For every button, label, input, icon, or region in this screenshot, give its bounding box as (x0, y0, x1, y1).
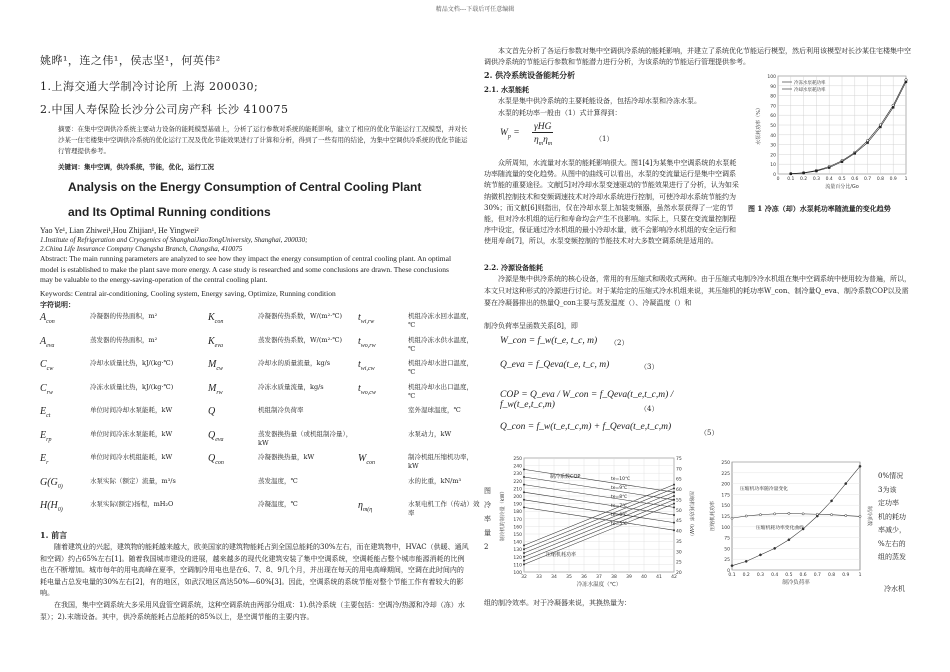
right-fragment-last: 冷水机 (884, 585, 905, 593)
symbol-2-2: $M_{cw}$ (208, 359, 224, 372)
data-point (673, 529, 675, 531)
data-point (673, 506, 675, 508)
x-axis-label: 制冷负荷率 (782, 580, 810, 586)
y-tick-label: 80 (770, 94, 776, 100)
x-tick-label: 0.9 (842, 573, 850, 578)
data-point (731, 565, 733, 567)
data-point (523, 491, 525, 493)
left-fragment-line: 图 (484, 487, 491, 495)
y2-tick-label: 70 (676, 467, 682, 473)
y-tick-label: 250 (721, 461, 730, 466)
section-1-paragraph-1: 随着建筑业的兴起，建筑物的能耗越来越大，欧美国家的建筑物能耗占到全国总能耗的30%左右，而在建筑物中，HVAC（供暖、通风和空调）约占65%左右[1]。随着我国城市建设的进展，越来越多的现代化建筑安装了集中空调系统，空调耗能占整个城市能源消耗的比例也在不断增加。城市每年的用电高峰在夏季，空调制冷用电也是在6、7、8、9几个月，并出现在每天的用电高峰期间，空调在此时间内的耗电量占总发电量的30%左右[2]，有的地区，如武汉地区高达50%—60%[3]。因此，空调系统的系统节能对整个节能工作有着较大的影响。 (40, 543, 469, 597)
equation-3: Q_eva = f_Qeva(t_e, t_c, m) (500, 360, 610, 370)
symbol-1-2: $K_{eva}$ (208, 335, 223, 349)
x-tick-label: 41 (656, 575, 662, 580)
symbol-0-2: $K_{con}$ (208, 312, 224, 325)
data-point (845, 514, 847, 516)
symbol-desc-6-3: 冷凝器换热量，kW (258, 453, 315, 461)
y-tick-label: 160 (513, 525, 522, 531)
section-2-1-p3: 众所周知，水流量对水泵的能耗影响很大。图1[4]为某集中空调系统的水泵耗功率随流量的变化趋势。从图中的曲线可以看出，水泵的变流量运行是集中空调系统节能的重要途径。文献[5]对冷却水泵变速驱动的节能效果进行了分析，认为如采纳微机控制技术和变频调速技术对冷却水系统进行控制，可使冷却水系统节能约为30%；而文献[6]则指出，仅在冷却水泵上加装变频器，虽然水泵获得了一定的节能，但对冷水机组的运行和寿命均会产生不良影响。实际上，只要在变流量控制程序中设定，保证通过冷水机组的最小冷却水量，就不会影响冷水机组的安全运行和使用寿命[7]，所以，水泵变频控制的节能技术对大多数空调系统是适用的。 (484, 159, 739, 246)
equation-2-number: （2） (610, 339, 629, 347)
figure-1-svg (752, 70, 912, 200)
symbol-desc-5-5: 水泵动力，kW (408, 429, 452, 438)
right-fragment-line: 0%情况 (878, 472, 904, 480)
abstract-en: Abstract: The main running parameters are analyzed to see how they impact the energy consumption of central cooling plant. An optimal model is established to make the plant save more energy. A case study is researched and some conclusions are drawn. These conclusions may be valuable to the energy-saving-operation of the central cooling plant. (40, 254, 452, 284)
data-point (759, 514, 761, 516)
y2-tick-label: 75 (676, 457, 682, 462)
symbol-desc-1-5: 机组冷冻水供水温度，℃ (408, 335, 473, 353)
annotation: te=7℃ (611, 504, 628, 509)
y2-axis-label: 制冷系数 (866, 505, 872, 527)
data-point (523, 548, 525, 550)
symbol-desc-1-1: 蒸发器的传热面积，m² (90, 335, 158, 344)
symbol-desc-2-5: 机组冷却水进口温度，℃ (408, 359, 473, 376)
symbol-desc-3-3: 冷冻水质量流量，kg/s (258, 382, 324, 391)
right-tail: 组的制冷效率。对于冷凝器来说，其换热量为： (484, 599, 631, 607)
y-tick-label: 250 (513, 457, 522, 462)
authors-en: Yao Ye¹, Lian Zhiwei¹,Hou Zhijian¹, He Yingwei² (40, 226, 199, 235)
symbol-desc-7-1: 水泵实际（额定）流量，m³/s (90, 476, 176, 485)
symbol-desc-4-3: 机组制冷负荷率 (258, 406, 304, 414)
y-tick-label: 230 (513, 472, 522, 478)
legend-label: 冷却水泵耗功率 (794, 88, 826, 93)
y-tick-label: 130 (513, 548, 522, 554)
x-tick-label: 40 (641, 575, 647, 580)
symbol-desc-3-5: 机组冷却水出口温度，℃ (408, 382, 473, 400)
x-tick-label: 0.4 (825, 177, 833, 182)
section-2-1-p2: 水泵的耗功率一般由（1）式计算得到： (498, 109, 622, 117)
symbol-desc-1-3: 蒸发器传热系数，W/(m²·℃) (258, 335, 343, 344)
symbol-desc-0-1: 冷凝器的传热面积，m² (90, 312, 158, 320)
symbol-2-4: $t_{wi,cw}$ (358, 359, 375, 372)
x-tick-label: 0.7 (813, 573, 821, 578)
annotation: 压缩机耗功率 (546, 552, 577, 558)
data-point (830, 514, 832, 516)
symbol-desc-6-5: 制冷机组压缩机功率，kW (408, 453, 473, 470)
y-tick-label: 100 (513, 571, 522, 576)
x-tick-label: 36 (581, 575, 587, 580)
data-point (673, 522, 675, 524)
symbol-desc-3-1: 冷冻水质量比热，kJ/(kg·℃) (90, 382, 174, 391)
symbols-heading: 字符说明： (40, 300, 75, 309)
y2-axis-label: 压缩机耗功率（kW） (688, 491, 694, 539)
authors-cn: 姚晔¹，连之伟¹，侯志坚¹，何英伟² (40, 54, 221, 67)
y-tick-label: 150 (513, 533, 522, 538)
symbol-0-0: $A_{con}$ (40, 312, 55, 325)
symbol-desc-8-1: 水泵实际(额定)扬程，mH₂O (90, 500, 174, 508)
symbol-desc-0-5: 机组冷冻水回水温度，℃ (408, 312, 473, 329)
data-point (673, 484, 675, 486)
symbol-6-0: $E_r$ (40, 453, 49, 466)
data-point (673, 503, 675, 505)
x-tick-label: 0.6 (799, 573, 807, 578)
symbol-3-0: $C_{rw}$ (40, 382, 54, 396)
title-en-2: and Its Optimal Running conditions (68, 205, 271, 219)
y-tick-label: 0 (773, 173, 776, 178)
y2-tick-label: 50 (676, 508, 682, 514)
symbol-8-4: $\eta_{m(\eta}$ (358, 500, 373, 513)
symbol-5-0: $E_{rp}$ (40, 429, 52, 443)
y-tick-label: 70 (770, 104, 776, 110)
x-axis-label: 流量百分比/Go (825, 184, 859, 190)
symbol-3-2: $M_{rw}$ (208, 382, 223, 396)
y-tick-label: 50 (724, 547, 730, 553)
y2-tick-label: 55 (676, 498, 682, 504)
y2-tick-label: 45 (676, 519, 682, 525)
data-point (774, 513, 776, 515)
section-2-2-p1: 冷源是集中供冷系统的核心设备，常用的有压缩式和吸收式两种。由于压缩式电制冷冷水机组在集中空调系统中使用较为普遍，所以，本文只对这种形式的冷源进行讨论。对于某给定的压缩式冷水机组来说，其压缩机的耗功率W_con、制冷量Q_eva、制冷系数COP以及需要在冷凝器排出的热量Q_con主要与蒸发温度（）、冷凝温度（）和 (484, 275, 911, 307)
y-tick-label: 110 (513, 563, 522, 569)
data-point (859, 515, 861, 517)
y2-tick-label: 60 (676, 488, 682, 494)
section-2-heading: 2. 供冷系统设备能耗分析 (484, 70, 576, 80)
y-tick-label: 100 (767, 75, 776, 80)
annotation: 制冷系数COP (550, 474, 581, 480)
y-axis-label: 水泵耗功率（%） (756, 105, 762, 145)
x-tick-label: 0.7 (864, 177, 872, 182)
right-fragment-line: 3为该 (878, 485, 897, 494)
symbol-desc-5-3: 蒸发器换热量（或机组制冷量），kW (258, 429, 353, 447)
equation-1: $W_p$ = γHG $\eta_m\eta_m$ （1） (500, 122, 614, 147)
y-tick-label: 30 (770, 143, 776, 149)
left-fragment-line: 冷 (484, 501, 491, 509)
right-fragment-line: %左右的 (878, 539, 906, 548)
affiliation-en-1: 1.Institute of Refrigeration and Cryogenics of ShanghaiJiaoTongUniversity, Shanghai, 200030; (40, 236, 308, 244)
figure-1-caption: 图 1 冷冻（却）水泵耗功率随流量的变化趋势 (748, 204, 891, 213)
y2-tick-label: 30 (676, 550, 682, 556)
data-point (866, 141, 868, 143)
right-fragment-line: 组的蒸发 (878, 553, 906, 561)
data-point (523, 476, 525, 478)
y-tick-label: 190 (513, 502, 522, 508)
y-tick-label: 150 (721, 504, 730, 510)
y-tick-label: 40 (770, 133, 776, 139)
x-tick-label: 0.2 (742, 573, 750, 578)
y-tick-label: 100 (721, 525, 730, 531)
y-tick-label: 200 (513, 495, 522, 500)
affiliation-en-2: 2.China Life Insurance Company Changsha Branch, Changsha, 410075 (40, 245, 243, 253)
x-tick-label: 39 (626, 575, 632, 580)
abstract-cn: 摘要：在集中空调供冷系统主要动力设备的能耗模型基础上，分析了运行参数对系统的能耗影响，建立了相应的优化节能运行工况模型，并对长沙某一住宅楼集中空调供冷系统的优化运行工况及优化节能效果进行了计算和分析，得到了一些有用的结论，为集中空调供冷系统的优化节能运行管理提供参考。 (58, 125, 468, 155)
data-point (859, 465, 861, 467)
x-tick-label: 0.8 (876, 177, 884, 182)
right-fragment (878, 470, 914, 565)
data-point (523, 484, 525, 486)
y-tick-label: 210 (513, 487, 522, 493)
symbol-desc-8-5: 水泵电机工作（传动）效率 (408, 500, 480, 517)
symbol-7-0: $G(G_{0)}$ (40, 476, 63, 490)
data-point (790, 173, 792, 175)
equation-2: W_con = f_w(t_e, t_c, m) (500, 336, 598, 346)
x-tick-label: 0.6 (851, 177, 859, 182)
x-tick-label: 0.5 (785, 573, 793, 578)
x-tick-label: 0.3 (812, 177, 820, 182)
figure-1-chart (752, 70, 912, 200)
data-point (523, 560, 525, 562)
data-point (673, 499, 675, 501)
y-tick-label: 60 (770, 114, 776, 120)
symbol-desc-5-1: 单位时间冷冻水泵能耗，kW (90, 429, 173, 438)
equation-5-number: （5） (700, 429, 719, 437)
data-point (745, 560, 747, 562)
y2-tick-label: 35 (676, 539, 682, 545)
symbol-4-0: $E_{ct}$ (40, 406, 51, 419)
figure-2-chart (496, 454, 696, 590)
data-point (828, 166, 830, 168)
right-fragment-line: 机的耗功 (878, 512, 906, 521)
data-point (854, 152, 856, 154)
x-tick-label: 38 (611, 575, 617, 580)
data-point (673, 514, 675, 516)
section-1-heading: 1. 前言 (40, 530, 68, 540)
annotation: te=5℃ (611, 522, 628, 527)
data-point (774, 547, 776, 549)
symbol-1-4: $t_{wo,rw}$ (358, 335, 376, 349)
y-tick-label: 0 (727, 569, 730, 574)
x-tick-label: 0.4 (771, 573, 779, 578)
right-fragment-line: 定功率 (878, 499, 899, 507)
y-tick-label: 90 (770, 84, 776, 90)
x-tick-label: 0.5 (838, 177, 846, 182)
symbol-1-0: $A_{eva}$ (40, 335, 55, 349)
y2-tick-label: 25 (676, 560, 682, 566)
x-tick-label: 0.3 (756, 573, 765, 578)
series-line-1 (732, 513, 860, 518)
x-tick-label: 1 (904, 177, 908, 182)
data-point (802, 513, 804, 515)
section-2-2-p2: 制冷负荷率呈函数关系[8]，即 (484, 322, 578, 330)
data-point (802, 172, 804, 174)
symbol-desc-7-3: 蒸发温度，℃ (258, 476, 298, 485)
data-point (523, 499, 525, 501)
affiliation-cn-1: 1.上海交通大学制冷讨论所 上海 200030; (40, 80, 259, 93)
annotation: te=10℃ (611, 477, 631, 482)
symbol-desc-0-3: 冷凝器传热系数，W/(m²·℃) (258, 312, 343, 320)
data-point (841, 161, 843, 163)
symbol-8-0: $H(H_{0)}$ (40, 500, 63, 513)
legend-label: 冷冻水泵耗功率 (794, 81, 826, 86)
y-axis-label: 制冷机的制冷量（kW） (500, 488, 506, 542)
x-tick-label: 35 (566, 575, 572, 580)
symbol-3-4: $t_{wo,cw}$ (358, 382, 376, 396)
data-point (673, 487, 675, 489)
section-1-paragraph-2: 在我国，集中空调系统大多采用风盘管空调系统，这种空调系统由两部分组成：1).供冷系统（主要包括：空调冷/热源和冷却（冻）水泵）；2).末端设备。其中，供冷系统能耗占总能耗的85%以上，是空调节能的主要内容。 (40, 601, 465, 621)
symbol-4-2: Q (208, 406, 216, 417)
annotation: 压缩机耗功率变化曲线 (756, 525, 804, 531)
symbol-desc-2-3: 冷却水的质量流量，kg/s (258, 359, 331, 367)
data-point (523, 552, 525, 554)
data-point (879, 126, 881, 128)
y-tick-label: 175 (721, 493, 730, 499)
right-fragment-line: 率减少， (878, 526, 906, 534)
symbol-5-2: $Q_{eva}$ (208, 429, 224, 443)
symbol-desc-7-5: 水的比重，kN/m³ (408, 476, 462, 485)
symbol-6-2: $Q_{con}$ (208, 453, 224, 466)
y2-tick-label: 65 (676, 477, 682, 483)
annotation: te=6℃ (611, 513, 628, 518)
title-en-1: Analysis on the Energy Consumption of Central Cooling Plant (68, 180, 422, 194)
equation-4-number: （4） (640, 405, 659, 413)
y-tick-label: 140 (513, 540, 522, 546)
right-intro: 本文首先分析了各运行参数对集中空调供冷系统的能耗影响，并建立了系统优化节能运行模型，然后利用该模型对长沙某住宅楼集中空调供冷系统的节能运行参数和节能潜力进行分析，为该系统的节能运行管理提供参考。 (484, 47, 911, 66)
y-tick-label: 200 (721, 482, 730, 488)
data-point (673, 491, 675, 493)
x-tick-label: 0.1 (728, 573, 736, 578)
equation-5: Q_con = f_w(t_e,t_c,m) + f_Qeva(t_e,t_c,m) (500, 422, 672, 432)
data-point (788, 539, 790, 541)
figure-2-svg (496, 454, 696, 590)
affiliation-cn-2: 2.中国人寿保险长沙分公司房产科 长沙 410075 (40, 103, 289, 116)
data-point (815, 170, 817, 172)
data-point (731, 517, 733, 519)
data-point (788, 512, 790, 514)
figure-3-svg (706, 458, 876, 590)
y-axis-label: 压缩机耗功率 (710, 500, 716, 532)
x-tick-label: 42 (671, 575, 677, 580)
data-point (745, 515, 747, 517)
y2-tick-label: 40 (676, 529, 682, 535)
x-tick-label: 0.9 (889, 177, 897, 182)
data-point (523, 506, 525, 508)
x-tick-label: 0.2 (800, 177, 808, 182)
y-tick-label: 125 (721, 515, 730, 520)
y-tick-label: 225 (721, 471, 730, 477)
x-axis-label: 冷冻水温度（℃） (576, 582, 622, 588)
data-point (523, 544, 525, 546)
symbol-table (40, 312, 480, 522)
data-point (816, 513, 818, 515)
x-tick-label: 32 (521, 575, 527, 580)
annotation: 压缩机功率随冷量变化 (740, 487, 788, 492)
y-tick-label: 120 (513, 555, 522, 561)
symbol-0-4: $t_{wi,rw}$ (358, 312, 375, 325)
left-fragment-line: 率 (484, 515, 491, 523)
data-point (892, 106, 894, 108)
data-point (830, 500, 832, 502)
x-tick-label: 0 (776, 177, 780, 182)
data-point (673, 495, 675, 497)
data-point (905, 81, 907, 83)
y-tick-label: 10 (770, 163, 776, 169)
equation-4: COP = Q_eva / W_con = f_Qeva(t_e,t_c,m) / f_w(t_e,t_c,m) (500, 390, 674, 410)
left-fragment-line: 2 (484, 543, 489, 551)
section-2-1-heading: 2.1. 水泵能耗 (484, 85, 530, 94)
y2-tick-label: 20 (676, 571, 682, 576)
symbol-2-0: $C_{cw}$ (40, 359, 54, 372)
x-tick-label: 1 (858, 573, 862, 578)
data-point (759, 554, 761, 556)
data-point (523, 563, 525, 565)
x-tick-label: 34 (551, 575, 557, 580)
section-2-2-heading: 2.2. 冷源设备能耗 (484, 263, 544, 272)
x-tick-label: 37 (596, 575, 602, 580)
data-point (845, 483, 847, 485)
keywords-en: Keywords: Central air-conditioning, Cooling system, Energy saving, Optimize, Running condition (40, 289, 336, 298)
y-tick-label: 220 (513, 479, 522, 485)
y-tick-label: 25 (724, 558, 730, 564)
figure-3-chart (706, 458, 876, 590)
x-tick-label: 0.1 (787, 177, 795, 182)
equation-3-number: （3） (640, 363, 659, 371)
series-line-0 (791, 80, 906, 174)
left-fragment (484, 484, 494, 554)
annotation: te=9℃ (611, 486, 628, 491)
y-tick-label: 180 (513, 510, 522, 516)
y-tick-label: 75 (724, 536, 730, 542)
symbol-6-4: $W_{con}$ (358, 453, 376, 466)
symbol-desc-2-1: 冷却水质量比热，kJ/(kg·℃) (90, 359, 174, 367)
symbol-desc-6-1: 单位时间冷水机组能耗，kW (90, 453, 173, 461)
page-header: 精品文档---下载后可任意编辑 (435, 6, 515, 13)
y-tick-label: 170 (513, 517, 522, 523)
keywords-cn: 关键词：集中空调，供冷系统，节能，优化，运行工况 (58, 163, 214, 171)
y-tick-label: 20 (770, 153, 776, 159)
x-tick-label: 0.8 (827, 573, 836, 578)
y-tick-label: 50 (770, 124, 776, 129)
data-point (523, 468, 525, 470)
symbol-desc-4-1: 单位时间冷却水泵能耗，kW (90, 406, 173, 414)
x-tick-label: 33 (536, 575, 542, 580)
y-tick-label: 240 (513, 464, 522, 470)
section-2-1-p1: 水泵是集中供冷系统的主要耗能设备，包括冷却水泵和冷冻水泵。 (498, 97, 701, 105)
annotation: te=8℃ (611, 495, 628, 500)
data-point (523, 556, 525, 558)
symbol-desc-4-5: 室外湿球温度，℃ (408, 406, 461, 414)
symbol-desc-8-3: 冷凝温度，℃ (258, 500, 298, 508)
left-fragment-line: 量 (484, 529, 491, 537)
